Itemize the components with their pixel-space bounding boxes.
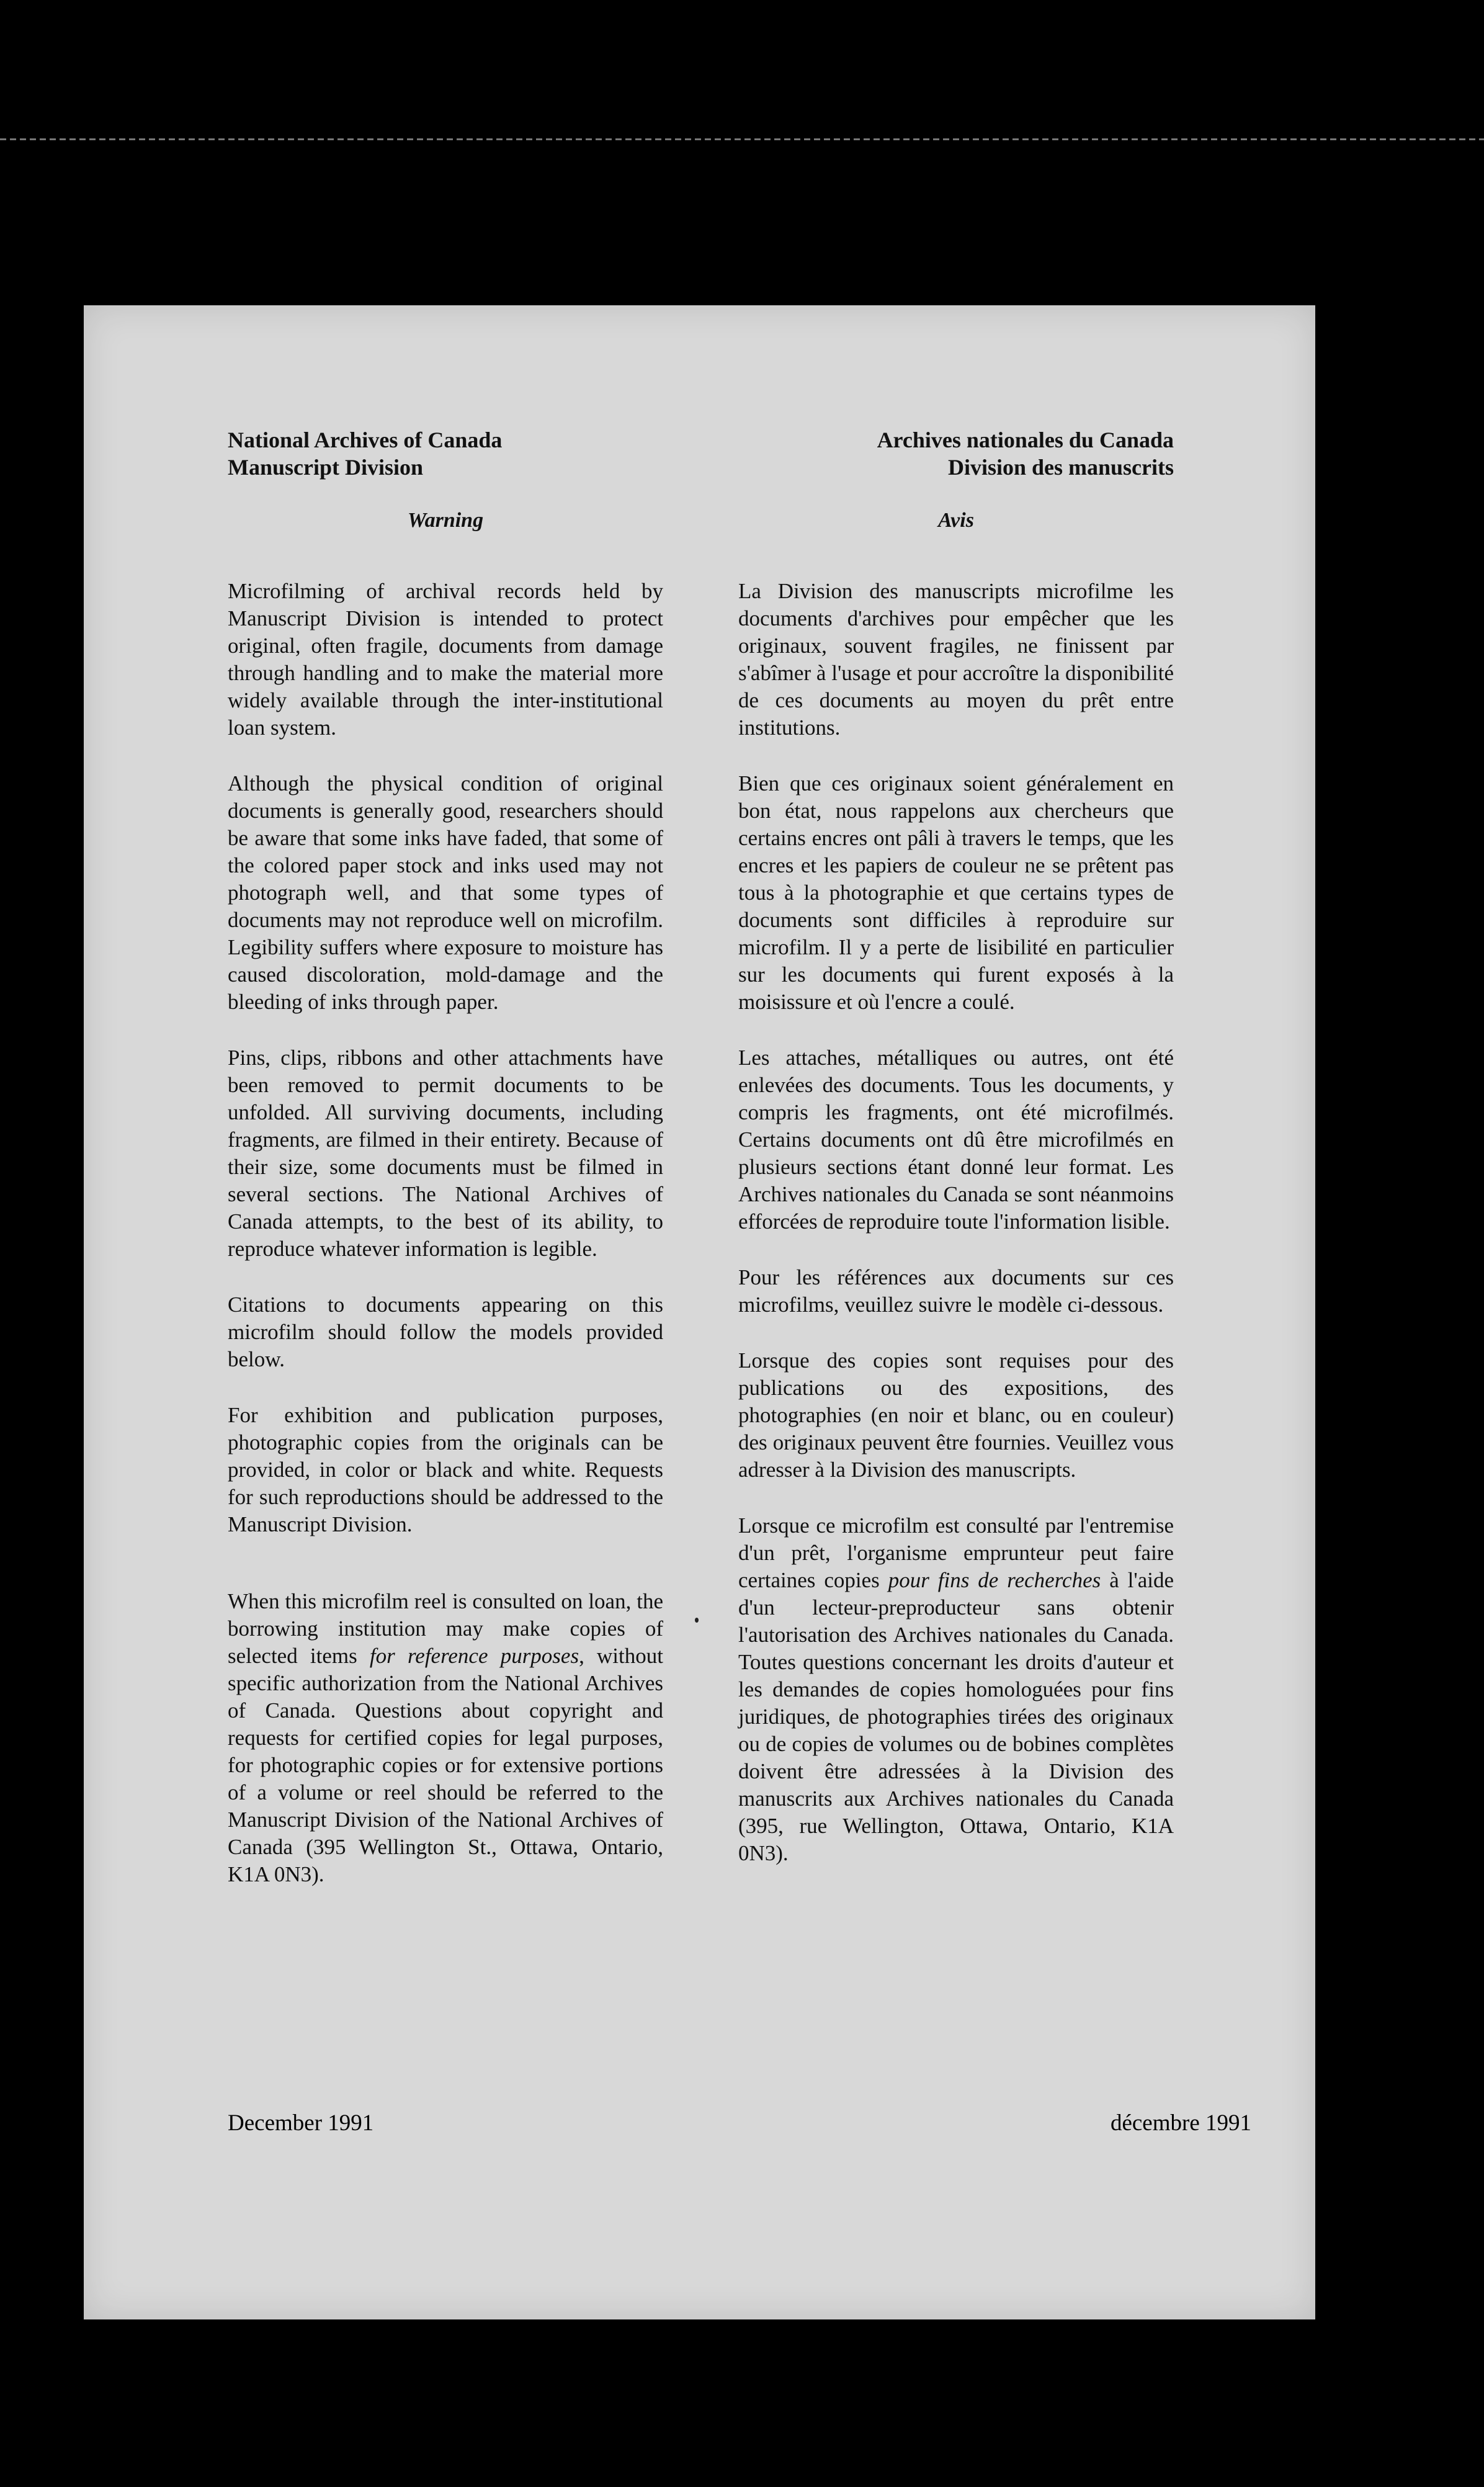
english-column (228, 426, 663, 1917)
english-heading-institution: National Archives of Canada (228, 428, 503, 452)
french-paragraph-6-text-1: Lorsque ce microfilm est consulté par l'entremise d'un prêt, l'organisme emprunteur peut faire certaines copies (738, 1513, 1174, 1592)
english-heading (228, 426, 663, 481)
french-paragraph-6-emphasis: pour fins de recherches (888, 1568, 1101, 1592)
french-heading (738, 426, 1174, 481)
ink-speck (695, 1618, 699, 1623)
french-paragraph-5: Lorsque des copies sont requises pour des publications ou des expositions, des photographies (en noir et blanc, ou en couleur) des originaux peuvent être fournies. Veuillez vous adresser à la Division des manuscripts. (738, 1348, 1174, 1482)
french-paragraph-6-text-2: à l'aide d'un lecteur-preproducteur sans obtenir l'autorisation des Archives nationales du Canada. Toutes questions concernant les droits d'auteur et les demandes de copies homologuées pour fins juridiques, de photographies tirées des originaux ou de copies de volumes ou de bobines complètes doivent être adressées à la Division des manuscrits aux Archives nationales du Canada (395, rue Wellington, Ottawa, Ontario, K1A 0N3). (738, 1568, 1174, 1865)
french-paragraph-1: La Division des manuscripts microfilme les documents d'archives pour empêcher que les originaux, souvent fragiles, ne finissent par s'abîmer à l'usage et pour accroître la disponibilité de ces documents au moyen du prêt entre institutions. (738, 579, 1174, 740)
english-paragraph-6-emphasis: for reference purposes (369, 1644, 579, 1668)
english-heading-division: Manuscript Division (228, 455, 424, 480)
english-title: Warning (407, 509, 484, 532)
french-date: décembre 1991 (1110, 2110, 1251, 2136)
english-paragraph-6 (228, 1588, 663, 1888)
english-paragraph-4: Citations to documents appearing on this microfilm should follow the models provided below. (228, 1293, 663, 1371)
french-paragraph-2: Bien que ces originaux soient généralement en bon état, nous rappelons aux chercheurs que certains encres ont pâli à travers le temps, que les encres et les papiers de couleur ne se prêtent pas tous à la photographie et que certains types de documents sont difficiles à reproduire sur microfilm. Il y a perte de lisibilité en particulier sur les documents qui furent exposés à la moisissure et où l'encre a coulé. (738, 771, 1174, 1014)
french-paragraph-4: Pour les références aux documents sur ces microfilms, veuillez suivre le modèle ci-dessous. (738, 1265, 1174, 1317)
english-paragraph-5: For exhibition and publication purposes, photographic copies from the originals can be provided, in color or black and white. Requests for such reproductions should be addressed to the Manuscript Division. (228, 1403, 663, 1536)
english-paragraph-2: Although the physical condition of original documents is generally good, researchers should be aware that some inks have faded, that some of the colored paper stock and inks used may not photograph well, and that some types of documents may not reproduce well on microfilm. Legibility suffers where exposure to moisture has caused discoloration, mold-damage and the bleeding of inks through paper. (228, 771, 663, 1014)
french-paragraph-3: Les attaches, métalliques ou autres, ont été enlevées des documents. Tous les documents, y compris les fragments, ont été microfilmés. Certains documents ont dû être microfilmés en plusieurs sections étant donné leur format. Les Archives nationales du Canada se sont néanmoins efforcées de reproduire toute l'information lisible. (738, 1046, 1174, 1234)
french-paragraph-6 (738, 1512, 1174, 1867)
english-date: December 1991 (228, 2110, 374, 2136)
french-column (738, 426, 1174, 1896)
microfilm-scan-line (0, 138, 1484, 140)
english-paragraph-6-text-2: , without specific authorization from the National Archives of Canada. Questions about copyright and requests for certified copies for legal purposes, for photographic copies or for extensive portions of a volume or reel should be referred to the Manuscript Division of the National Archives of Canada (395 Wellington St., Ottawa, Ontario, K1A 0N3). (228, 1644, 663, 1886)
english-paragraph-3: Pins, clips, ribbons and other attachments have been removed to permit documents to be unfolded. All surviving documents, including fragments, are filmed in their entirety. Because of their size, some documents must be filmed in several sections. The National Archives of Canada attempts, to the best of its ability, to reproduce whatever information is legible. (228, 1046, 663, 1261)
english-paragraph-6-text-1: When this microfilm reel is consulted on loan, the borrowing institution may make copies of selected items (228, 1589, 663, 1668)
english-paragraph-1: Microfilming of archival records held by Manuscript Division is intended to protect original, often fragile, documents from damage through handling and to make the material more widely available through the inter-institutional loan system. (228, 579, 663, 740)
french-heading-institution: Archives nationales du Canada (877, 428, 1174, 452)
french-heading-division: Division des manuscrits (947, 455, 1174, 480)
document-page (84, 305, 1315, 2319)
french-title: Avis (938, 509, 974, 532)
